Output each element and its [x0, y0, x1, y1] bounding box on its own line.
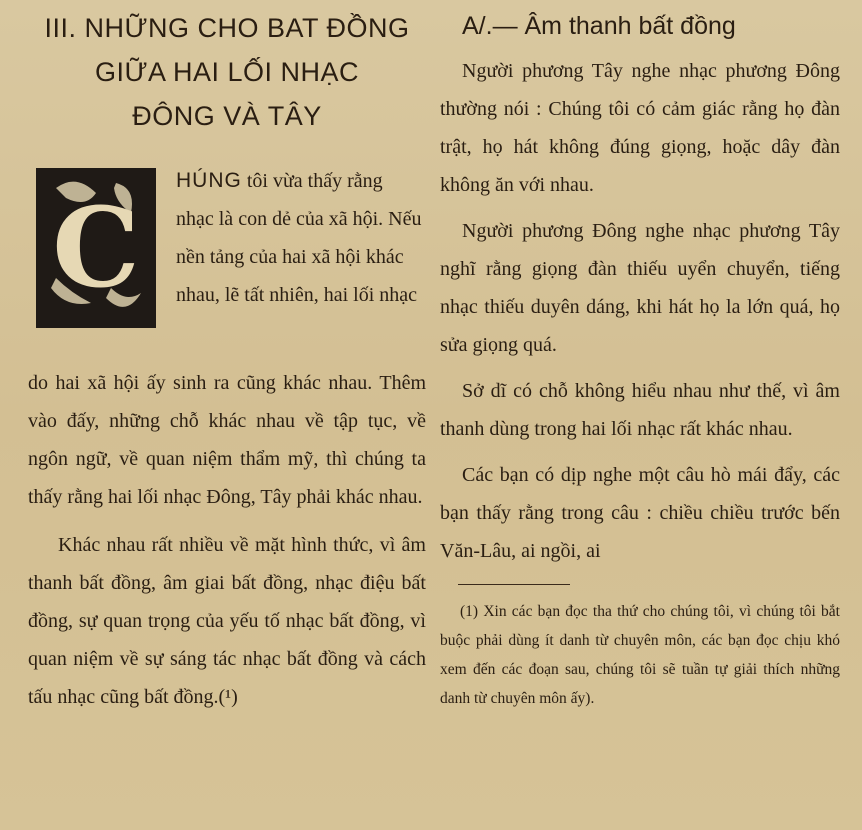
right-column — [440, 6, 840, 713]
paragraph-1-continued: do hai xã hội ấy sinh ra cũng khác nhau. Thêm vào đấy, những chỗ khác nhau về tập tục, về ngôn ngữ, về quan niệm thẩm mỹ, thì chúng ta thấy rằng hai lối nhạc Đông, Tây phải khác nhau. — [28, 372, 426, 508]
footnote: (1) Xin các bạn đọc tha thứ cho chúng tôi, vì chúng tôi bắt buộc phải dùng ít danh từ chuyên môn, các bạn đọc chịu khó xem đến các đoạn sau, chúng tôi sẽ tuần tự giải thích những danh từ chuyên môn ấy). — [440, 603, 840, 707]
title-line-3: ĐÔNG VÀ TÂY — [132, 101, 322, 131]
footnote-divider — [458, 584, 570, 585]
right-paragraph-4: Các bạn có dịp nghe một câu hò mái đẩy, các bạn thấy rằng trong câu : chiều chiều trước bến Văn-Lâu, ai ngồi, ai — [440, 464, 840, 562]
section-heading: A/.— Âm thanh bất đồng — [462, 12, 736, 40]
title-line-2: GIỮA HAI LỐI NHẠC — [94, 57, 360, 87]
right-paragraph-2: Người phương Đông nghe nhạc phương Tây nghĩ rằng giọng đàn thiếu uyển chuyển, tiếng nhạc thiếu duyên dáng, khi hát họ la lớn quá, họ sửa giọng quá. — [440, 220, 840, 356]
chapter-title — [28, 6, 426, 138]
left-column — [28, 6, 426, 716]
intro-lead: HÚNG — [176, 169, 242, 192]
dropcap-letter: C — [52, 183, 140, 312]
title-line-1: III. NHỮNG CHO BAT ĐỒNG — [44, 13, 410, 43]
paragraph-2: Khác nhau rất nhiều về mặt hình thức, vì âm thanh bất đồng, âm giai bất đồng, nhạc điệu bất đồng, sự quan trọng của yếu tố nhạc bất đồng, vì quan niệm về sự sáng tác nhạc bất đồng và cách tấu nhạc cũng bất đồng.(¹) — [28, 534, 426, 708]
right-paragraph-1: Người phương Tây nghe nhạc phương Đông thường nói : Chúng tôi có cảm giác rằng họ đàn trật, họ hát không đúng giọng, hoặc dây đàn không ăn với nhau. — [440, 60, 840, 196]
decorative-dropcap — [36, 168, 156, 328]
right-paragraph-3: Sở dĩ có chỗ không hiểu nhau như thế, vì âm thanh dùng trong hai lối nhạc rất khác nhau. — [440, 380, 840, 440]
intro-body: tôi vừa thấy rằng nhạc là con dẻ của xã hội. Nếu nền tảng của hai xã hội khác nhau, lẽ tất nhiên, hai lối nhạc — [176, 170, 422, 306]
opening-block — [28, 168, 426, 364]
intro-text — [176, 162, 422, 314]
